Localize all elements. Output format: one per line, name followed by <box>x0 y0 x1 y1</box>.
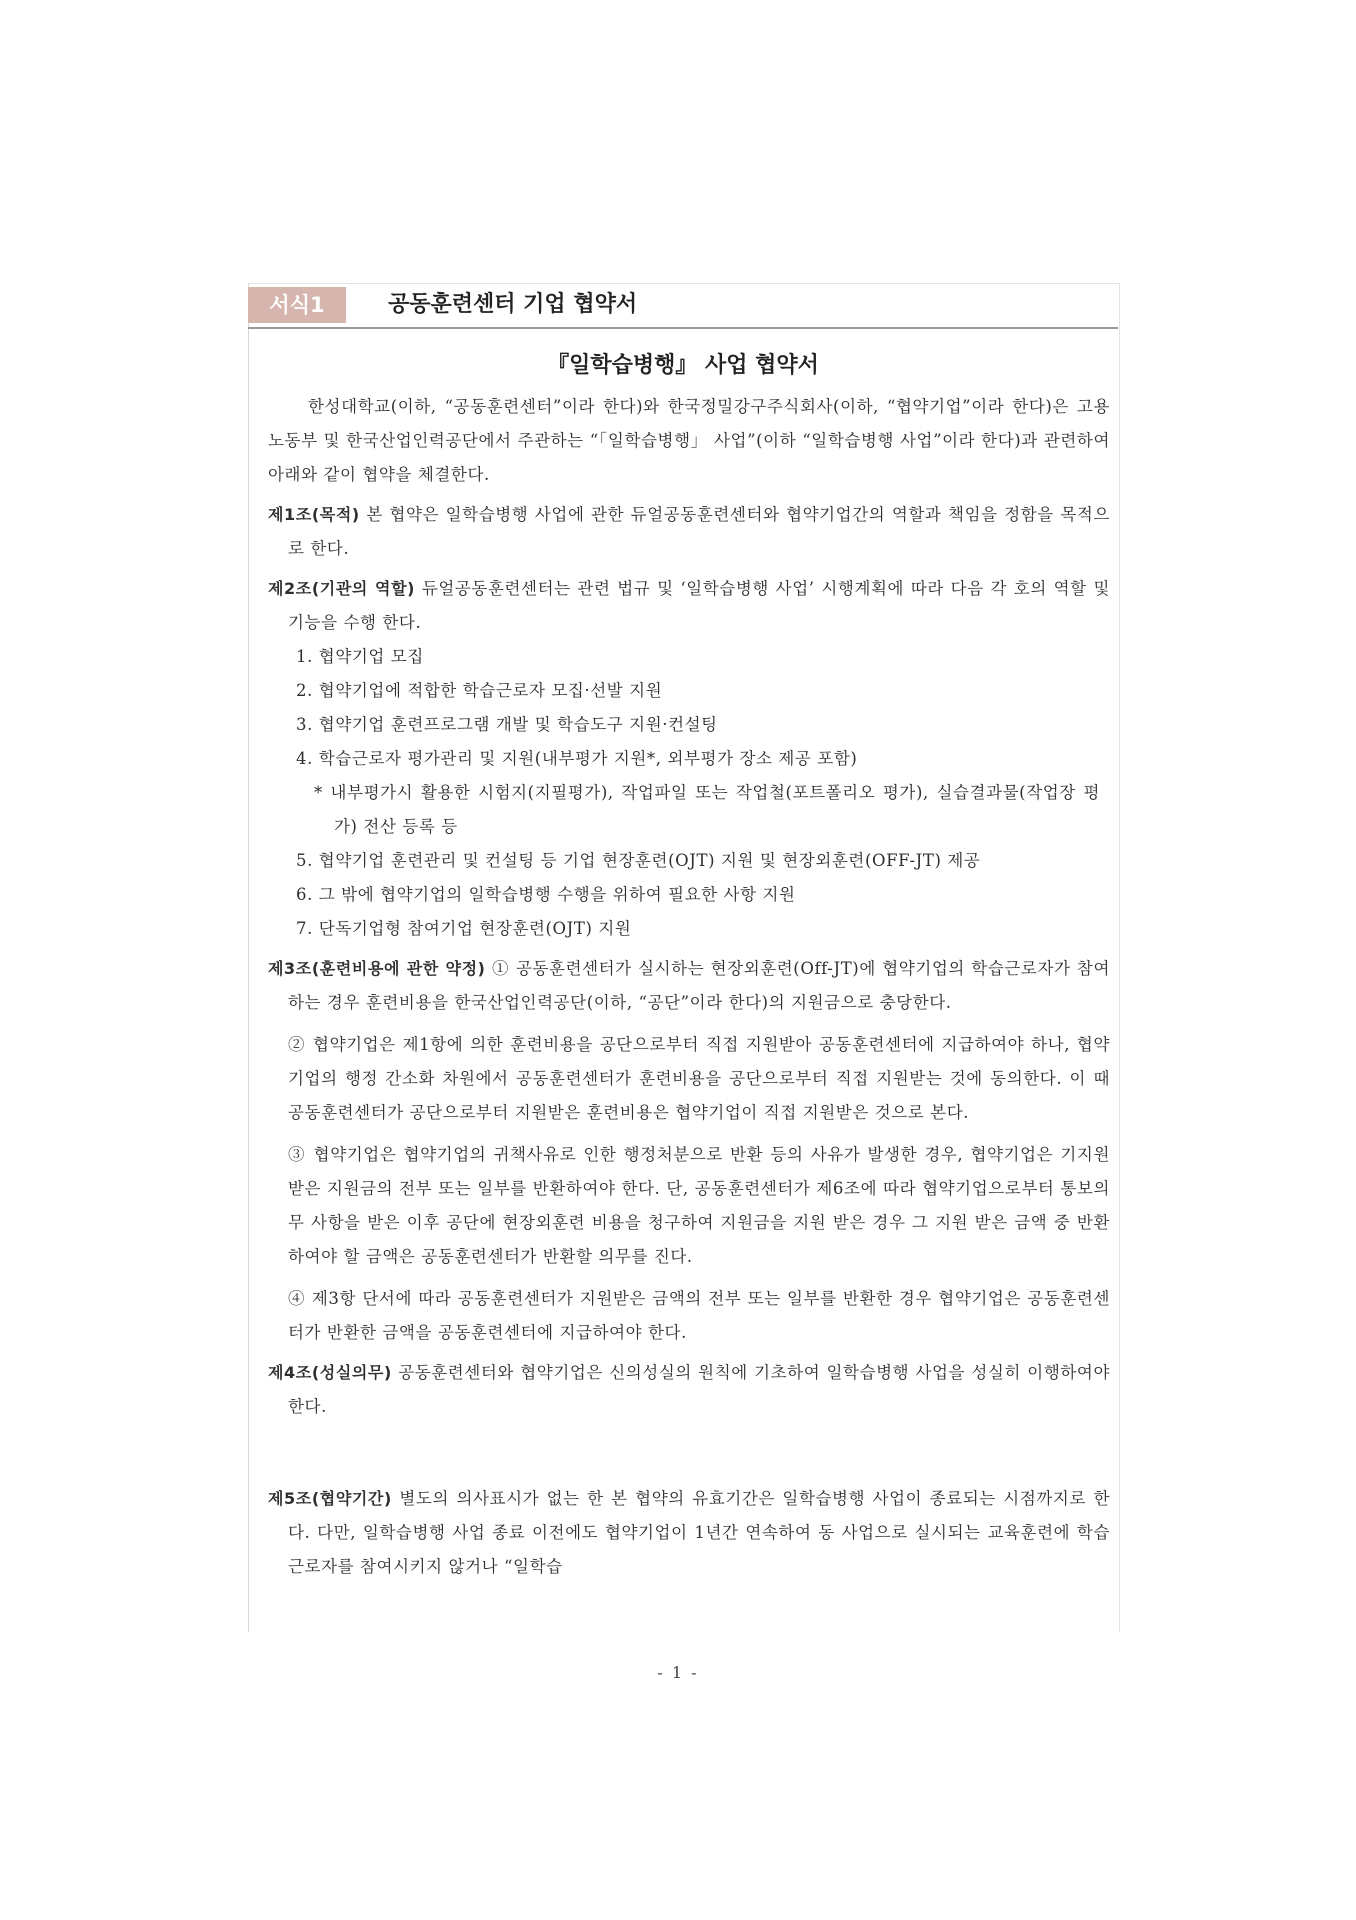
form-number-badge: 서식1 <box>248 287 346 323</box>
article-3-paragraph-3: ③ 협약기업은 협약기업의 귀책사유로 인한 행정처분으로 반환 등의 사유가 발생한 경우, 협약기업은 기지원 받은 지원금의 전부 또는 일부를 반환하여야 한다. 단, 공동훈련센터가 제6조에 따라 협약기업으로부터 통보의무 사항을 받은 이후 공단에 현장외훈련 비용을 청구하여 지원금을 지원 받은 경우 그 지원 받은 금액 중 반환하여야 할 금액은 공동훈련센터가 반환할 의무를 진다. <box>288 1145 1110 1266</box>
article-5 <box>268 1482 1110 1584</box>
list-item: 5. 협약기업 훈련관리 및 컨설팅 등 기업 현장훈련(OJT) 지원 및 현장외훈련(OFF-JT) 제공 <box>296 851 981 870</box>
article-2 <box>268 572 1110 640</box>
article-title: 제4조(성실의무) <box>268 1363 392 1382</box>
article-body: ① 공동훈련센터가 실시하는 현장외훈련(Off-JT)에 협약기업의 학습근로자가 참여하는 경우 훈련비용을 한국산업인력공단(이하, “공단”이라 한다)의 지원금으로 충당한다. <box>288 959 1110 1012</box>
document-body <box>268 390 1110 1584</box>
list-item: 1. 협약기업 모집 <box>296 647 424 666</box>
intro-paragraph: 한성대학교(이하, “공동훈련센터”이라 한다)와 한국정밀강구주식회사(이하, “협약기업”이라 한다)은 고용노동부 및 한국산업인력공단에서 주관하는 “「일학습병행」 사업”(이하 “일학습병행 사업”이라 한다)과 관련하여 아래와 같이 협약을 체결한다. <box>268 397 1110 484</box>
article-title: 제2조(기관의 역할) <box>268 579 416 598</box>
article-4 <box>268 1356 1110 1424</box>
article-body: 듀얼공동훈련센터는 관련 법규 및 ‘일학습병행 사업’ 시행계획에 따라 다음 각 호의 역할 및 기능을 수행 한다. <box>288 579 1110 632</box>
article-title: 제1조(목적) <box>268 505 360 524</box>
list-note: * 내부평가시 활용한 시험지(지필평가), 작업파일 또는 작업철(포트폴리오 평가), 실습결과물(작업장 평가) 전산 등록 등 <box>314 783 1100 836</box>
article-body: 본 협약은 일학습병행 사업에 관한 듀얼공동훈련센터와 협약기업간의 역할과 책임을 정함을 목적으로 한다. <box>288 505 1110 558</box>
list-item: 4. 학습근로자 평가관리 및 지원(내부평가 지원*, 외부평가 장소 제공 포함) <box>296 749 858 768</box>
article-title: 제3조(훈련비용에 관한 약정) <box>268 959 486 978</box>
document-title: 『일학습병행』 사업 협약서 <box>547 353 819 378</box>
article-3-paragraph-2: ② 협약기업은 제1항에 의한 훈련비용을 공단으로부터 직접 지원받아 공동훈련센터에 지급하여야 하나, 협약기업의 행정 간소화 차원에서 공동훈련센터가 훈련비용을 공단으로부터 직접 지원받는 것에 동의한다. 이 때 공동훈련센터가 공단으로부터 지원받은 훈련비용은 협약기업이 직접 지원받은 것으로 본다. <box>288 1035 1110 1122</box>
form-header <box>248 283 1118 329</box>
page-number: - 1 - <box>657 1663 699 1682</box>
role-list <box>268 640 1110 946</box>
article-1 <box>268 498 1110 566</box>
article-body: 공동훈련센터와 협약기업은 신의성실의 원칙에 기초하여 일학습병행 사업을 성실히 이행하여야 한다. <box>288 1363 1110 1416</box>
article-3 <box>268 952 1110 1020</box>
article-title: 제5조(협약기간) <box>268 1489 392 1508</box>
article-3-paragraph-4: ④ 제3항 단서에 따라 공동훈련센터가 지원받은 금액의 전부 또는 일부를 반환한 경우 협약기업은 공동훈련센터가 반환한 금액을 공동훈련센터에 지급하여야 한다. <box>288 1289 1110 1342</box>
list-item: 6. 그 밖에 협약기업의 일학습병행 수행을 위하여 필요한 사항 지원 <box>296 885 796 904</box>
list-item: 2. 협약기업에 적합한 학습근로자 모집·선발 지원 <box>296 681 663 700</box>
form-title: 공동훈련센터 기업 협약서 <box>388 292 638 317</box>
article-body: 별도의 의사표시가 없는 한 본 협약의 유효기간은 일학습병행 사업이 종료되는 시점까지로 한다. 다만, 일학습병행 사업 종료 이전에도 협약기업이 1년간 연속하여 동 사업으로 실시되는 교육훈련에 학습근로자를 참여시키지 않거나 “일학습 <box>288 1489 1110 1576</box>
list-item: 3. 협약기업 훈련프로그램 개발 및 학습도구 지원·컨설팅 <box>296 715 718 734</box>
section-gap <box>268 1424 1110 1476</box>
list-item: 7. 단독기업형 참여기업 현장훈련(OJT) 지원 <box>296 919 632 938</box>
